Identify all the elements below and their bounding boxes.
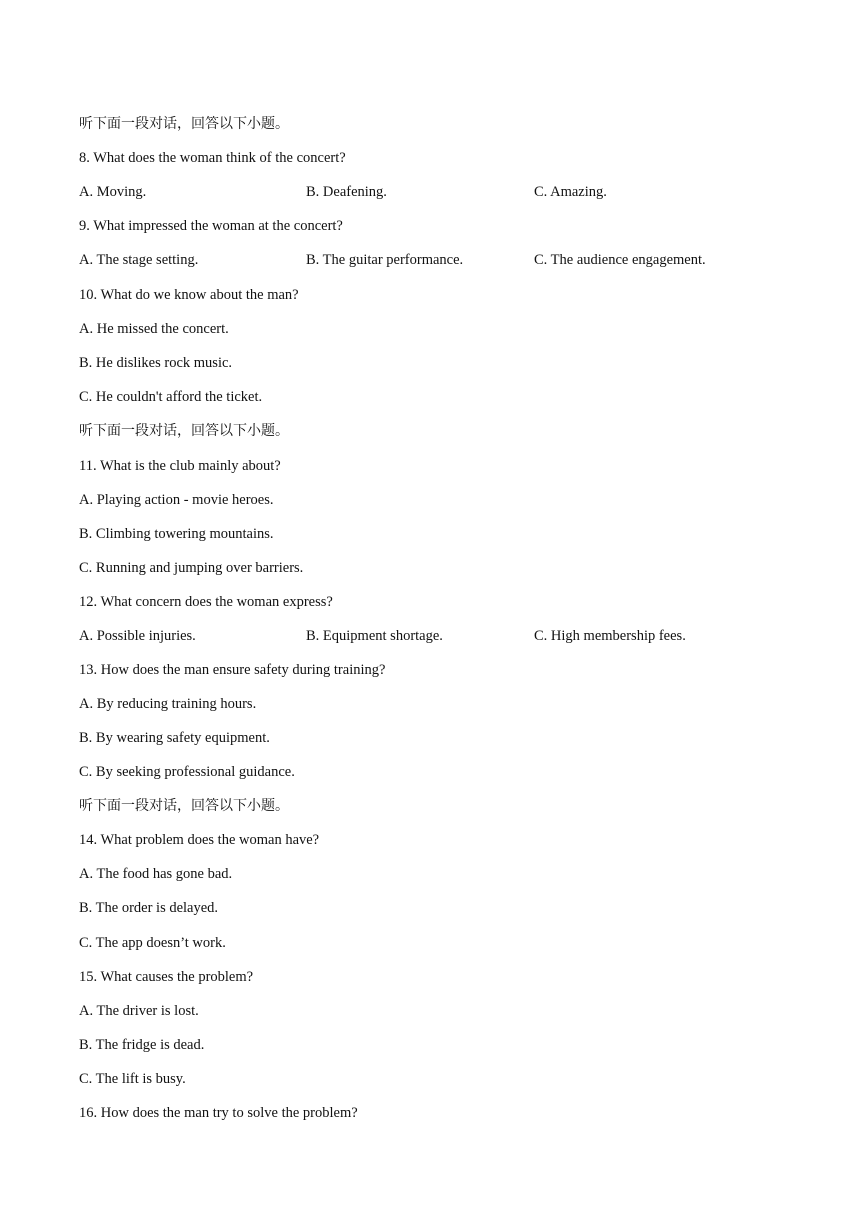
option-c: C. By seeking professional guidance. (79, 764, 295, 780)
question-8: 8. What does the woman think of the concert? (79, 150, 346, 166)
option-c: C. He couldn't afford the ticket. (79, 389, 263, 405)
option-a: A. The food has gone bad. (79, 866, 233, 882)
option-c: C. The app doesn’t work. (79, 935, 226, 951)
option-c: C. Running and jumping over barriers. (79, 560, 304, 576)
question-13: 13. How does the man ensure safety during training? (79, 662, 386, 678)
option-a: A. Playing action - movie heroes. (79, 492, 274, 508)
question-11: 11. What is the club mainly about? (79, 458, 281, 474)
section-header: 听下面一段对话，回答以下小题。 (79, 116, 289, 132)
section-header: 听下面一段对话，回答以下小题。 (79, 423, 289, 439)
option-b: B. Equipment shortage. (306, 628, 443, 644)
option-c: C. High membership fees. (534, 628, 686, 644)
option-a: A. By reducing training hours. (79, 696, 257, 712)
option-a: A. The stage setting. (79, 252, 199, 268)
options-row-9 (79, 251, 839, 269)
option-c: C. The audience engagement. (534, 252, 706, 268)
option-a: A. Possible injuries. (79, 628, 196, 644)
option-b: B. The order is delayed. (79, 900, 219, 916)
question-15: 15. What causes the problem? (79, 969, 254, 985)
option-b: B. By wearing safety equipment. (79, 730, 270, 746)
option-b: B. The guitar performance. (306, 252, 464, 268)
option-b: B. Deafening. (306, 184, 387, 200)
option-b: B. Climbing towering mountains. (79, 526, 274, 542)
question-16: 16. How does the man try to solve the problem? (79, 1105, 358, 1121)
section-header: 听下面一段对话，回答以下小题。 (79, 798, 289, 814)
question-10: 10. What do we know about the man? (79, 287, 299, 303)
option-a: A. He missed the concert. (79, 321, 229, 337)
option-a: A. The driver is lost. (79, 1003, 199, 1019)
option-b: B. The fridge is dead. (79, 1037, 205, 1053)
option-c: C. The lift is busy. (79, 1071, 186, 1087)
question-14: 14. What problem does the woman have? (79, 832, 320, 848)
question-9: 9. What impressed the woman at the concert? (79, 218, 343, 234)
option-b: B. He dislikes rock music. (79, 355, 233, 371)
option-c: C. Amazing. (534, 184, 607, 200)
option-a: A. Moving. (79, 184, 147, 200)
options-row-8 (79, 183, 839, 201)
question-12: 12. What concern does the woman express? (79, 594, 333, 610)
options-row-12 (79, 627, 839, 645)
